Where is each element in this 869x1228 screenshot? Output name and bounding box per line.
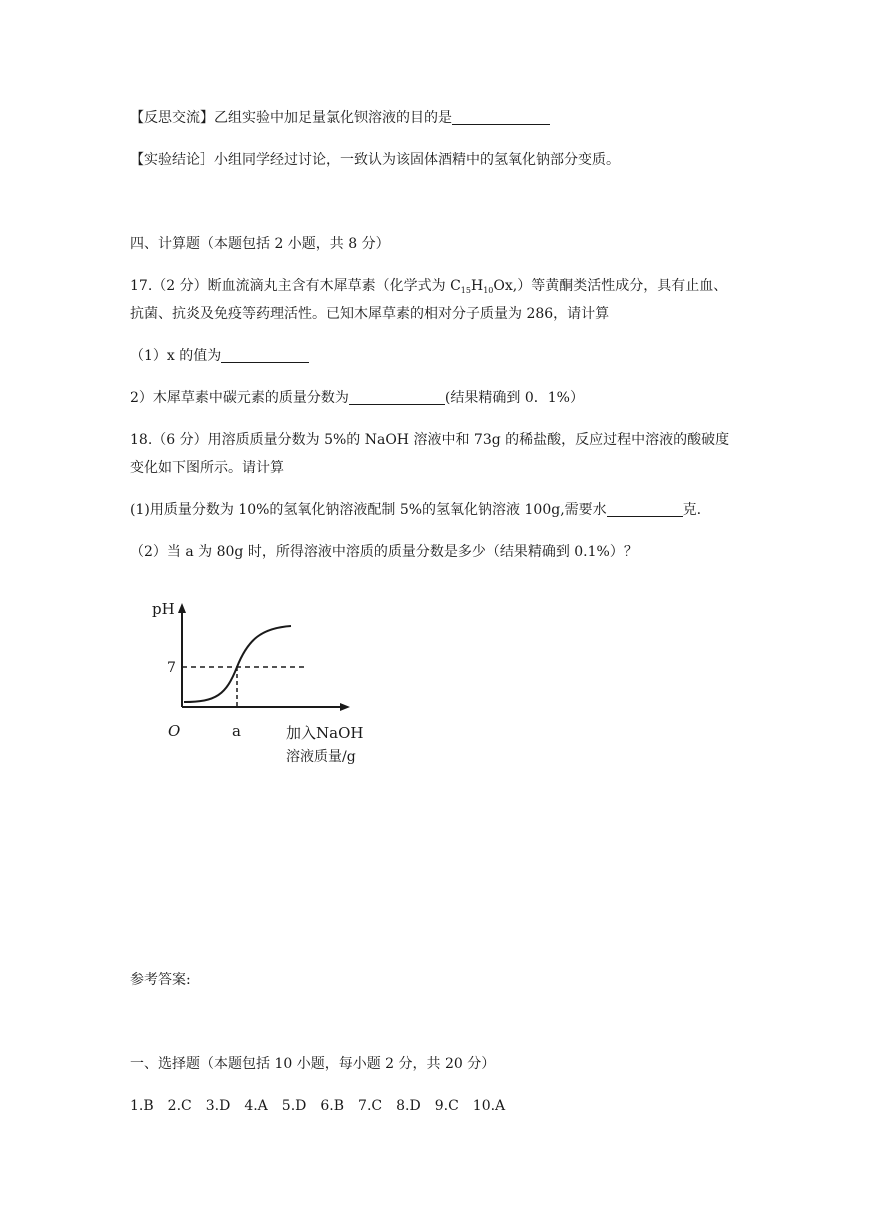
answer-item: 4.A [244, 1098, 268, 1114]
answer-item: 10.A [472, 1098, 506, 1114]
q18-line2: 变化如下图所示。请计算 [130, 460, 284, 476]
answer-item: 7.C [358, 1098, 383, 1114]
answer-item: 1.B [130, 1098, 154, 1114]
q17-line2: 抗菌、抗炎及免疫等药理活性。已知木犀草素的相对分子质量为 286，请计算 [130, 306, 610, 322]
x-axis-label-line2: 溶液质量/g [286, 749, 356, 765]
reflection-answer-blank[interactable] [452, 108, 550, 125]
formula-subscript-c: 15 [460, 286, 471, 295]
q17-line1 [130, 276, 727, 301]
a-tick-label: a [232, 722, 241, 740]
reflection-line [130, 108, 550, 128]
q18-line1: 18.（6 分）用溶质质量分数为 5%的 NaOH 溶液中和 73g 的稀盐酸，反应过程中溶液的酸破度 [130, 432, 730, 448]
answer-item: 9.C [434, 1098, 459, 1114]
q17-text-b: Ox,）等黄酮类活性成分，具有止血、 [493, 278, 728, 294]
y-axis-arrow-icon [178, 603, 186, 613]
q17-part2 [130, 388, 584, 408]
q18-part1-text: (1)用质量分数为 10%的氢氧化钠溶液配制 5%的氢氧化钠溶液 100g,需要水 [130, 502, 607, 518]
q18-part2: （2）当 a 为 80g 时，所得溶液中溶质的质量分数是多少（结果精确到 0.1%）？ [130, 544, 638, 560]
answer-item: 8.D [396, 1098, 421, 1114]
formula-h: H [470, 278, 484, 294]
x-axis-label-line1: 加入NaOH [286, 724, 364, 742]
conclusion-text: 小组同学经过讨论，一致认为该固体酒精中的氢氧化钠部分变质。 [214, 152, 620, 168]
answer-item: 6.B [320, 1098, 345, 1114]
ph7-tick-label: 7 [167, 660, 176, 676]
formula-subscript-h: 10 [483, 286, 494, 295]
x-axis-arrow-icon [340, 703, 350, 711]
q17-x-answer-blank[interactable] [221, 346, 309, 363]
answer-item: 5.D [281, 1098, 307, 1114]
q17-part2-note: (结果精确到 0．1%） [444, 390, 584, 406]
answer-item: 3.D [205, 1098, 231, 1114]
q17-part1-text: （1）x 的值为 [130, 348, 222, 364]
q17-carbon-answer-blank[interactable] [349, 388, 445, 405]
q18-part1 [130, 500, 701, 520]
answer-list [130, 1096, 519, 1116]
reflection-tag: 【反思交流】 [130, 110, 214, 126]
conclusion-tag: 【实验结论］ [130, 152, 214, 168]
q17-text-a: 17.（2 分）断血流滴丸主含有木犀草素（化学式为 C [130, 278, 461, 294]
section4-title: 四、计算题（本题包括 2 小题，共 8 分） [130, 236, 390, 252]
origin-label: O [168, 722, 181, 740]
answers-heading: 参考答案: [130, 972, 191, 988]
reflection-text: 乙组实验中加足量氯化钡溶液的目的是 [214, 110, 452, 126]
q17-part2-text: 2）木犀草素中碳元素的质量分数为 [130, 390, 349, 406]
q18-part1-unit: 克. [682, 502, 702, 518]
conclusion-line [130, 150, 620, 170]
answer-item: 2.C [167, 1098, 192, 1114]
ph-curve-chart [150, 595, 390, 775]
answers-section1-title: 一、选择题（本题包括 10 小题，每小题 2 分，共 20 分） [130, 1056, 496, 1072]
q18-water-answer-blank[interactable] [607, 500, 683, 517]
y-axis-label: pH [152, 600, 175, 618]
q17-part1 [130, 346, 309, 366]
